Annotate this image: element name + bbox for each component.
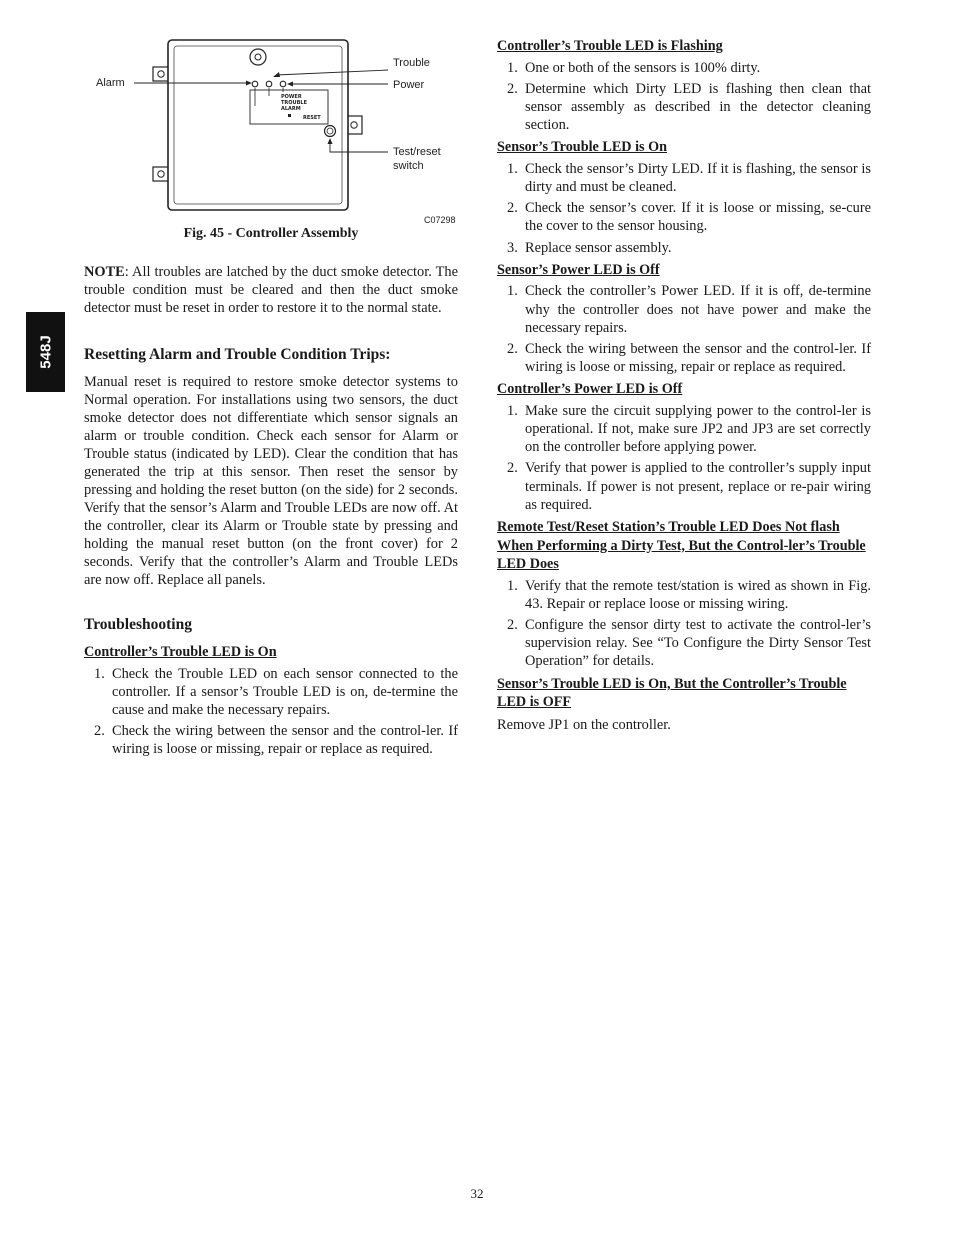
right-sections	[497, 37, 871, 734]
note-label: NOTE	[84, 264, 125, 280]
test-reset-callout-line2: switch	[393, 160, 424, 172]
list-item: 1. Check the controller’s Power LED. If it is off, de-termine why the controller does not have power and make the necessary repairs.	[507, 283, 871, 336]
alarm-callout: Alarm	[96, 77, 125, 89]
controller-trouble-flashing-list	[497, 59, 871, 135]
note-text: : All troubles are latched by the duct smoke detector. The trouble condition must be cleared and then the duct smoke detector must be reset in order to restore it to the normal state.	[84, 264, 458, 316]
controller-power-off-list	[497, 402, 871, 514]
sensor-trouble-on-list	[497, 160, 871, 257]
list-item: 2. Configure the sensor dirty test to activate the control-ler’s supervision relay. See “To Configure the Dirty Sensor Test Operation” for details.	[507, 616, 871, 670]
list-item: 2. Verify that power is applied to the controller’s supply input terminals. If power is not present, replace or re-pair wiring as required.	[507, 460, 871, 513]
mounting-hole	[351, 122, 357, 128]
list-item: 1. Make sure the circuit supplying power to the control-ler is operational. If not, make sure JP2 and JP3 are set correctly on the controller before applying power.	[507, 402, 871, 456]
side-tab	[26, 312, 65, 392]
note-block	[84, 263, 458, 317]
list-item: 1. Check the Trouble LED on each sensor connected to the controller. If a sensor’s Trouble LED is on, de-termine the cause and make the necessary repairs.	[94, 665, 458, 718]
controller-assembly-figure	[84, 30, 458, 230]
list-item: 2. Check the sensor’s cover. If it is loose or missing, se-cure the cover to the sensor housing.	[507, 200, 871, 235]
sensor-trouble-on-title: Sensor’s Trouble LED is On	[497, 139, 668, 156]
side-tab-label: 548J	[37, 335, 54, 369]
label-alarm: ALARM	[281, 106, 301, 112]
remote-test-title: Remote Test/Reset Station’s Trouble LED Does Not flash When Performing a Dirty Test, But the Control-ler’s Trouble LED Does	[497, 519, 866, 573]
mounting-hole	[158, 171, 164, 177]
remote-test-list	[497, 577, 871, 671]
troubleshooting-section	[84, 615, 458, 759]
list-item: 2. Check the wiring between the sensor and the control-ler. If wiring is loose or missing, repair or replace as required.	[94, 723, 458, 758]
figure-code: C07298	[424, 215, 456, 225]
mounting-hole	[158, 71, 164, 77]
list-item: 1. Verify that the remote test/station is wired as shown in Fig. 43. Repair or replace loose or missing wiring.	[507, 577, 871, 612]
controller-trouble-on-list	[84, 665, 458, 759]
label-power: POWER	[281, 94, 302, 100]
list-item: 1. One or both of the sensors is 100% dirty.	[507, 59, 761, 76]
list-item: 1. Check the sensor’s Dirty LED. If it is flashing, the sensor is dirty and must be cleaned.	[507, 160, 871, 196]
list-item: 2. Check the wiring between the sensor and the control-ler. If wiring is loose or missing, repair or replace as required.	[507, 340, 871, 376]
page-number: 32	[470, 1186, 484, 1201]
list-item: 3. Replace sensor assembly.	[507, 239, 672, 256]
controller-trouble-flashing-title: Controller’s Trouble LED is Flashing	[497, 38, 723, 54]
figure-caption: Fig. 45 - Controller Assembly	[183, 226, 359, 241]
label-reset: RESET	[303, 115, 321, 121]
trouble-callout: Trouble	[393, 57, 430, 69]
reset-heading: Resetting Alarm and Trouble Condition Trips:	[84, 346, 391, 363]
power-callout: Power	[393, 79, 425, 91]
list-item: 2. Determine which Dirty LED is flashing then clean that sensor assembly as described in the detector cleaning section.	[507, 80, 871, 134]
label-trouble: TROUBLE	[281, 100, 307, 106]
controller-trouble-on-title: Controller’s Trouble LED is On	[84, 644, 277, 660]
reset-body: Manual reset is required to restore smoke detector systems to Normal operation. For installations using two sensors, the duct smoke detector does not differentiate which sensor signals an alarm or trouble condition. Check each sensor for Alarm or Trouble status (indicated by LED). Clear the condition that has generated the trip at this sensor. Then reset the sensor by pressing and holding the reset button (on the side) for 2 seconds. Verify that the sensor’s Alarm and Trouble LEDs are now off. At the controller, clear its Alarm or Trouble state by pressing and holding the manual reset button (on the front cover) for 2 seconds. Verify that the controller’s Alarm and Trouble LEDs are now off. Replace all panels.	[84, 374, 458, 588]
test-reset-callout-line1: Test/reset	[393, 146, 441, 158]
reset-section	[84, 345, 458, 589]
sensor-power-off-title: Sensor’s Power LED is Off	[497, 261, 660, 278]
sensor-trouble-controller-off-body: Remove JP1 on the controller.	[497, 716, 671, 733]
controller-power-off-title: Controller’s Power LED is Off	[497, 381, 683, 398]
controller-assembly-drawing	[84, 30, 458, 230]
sensor-trouble-controller-off-title: Sensor’s Trouble LED is On, But the Controller’s Trouble LED is OFF	[497, 675, 847, 711]
sensor-power-off-list	[497, 282, 871, 376]
troubleshooting-heading: Troubleshooting	[84, 616, 192, 633]
